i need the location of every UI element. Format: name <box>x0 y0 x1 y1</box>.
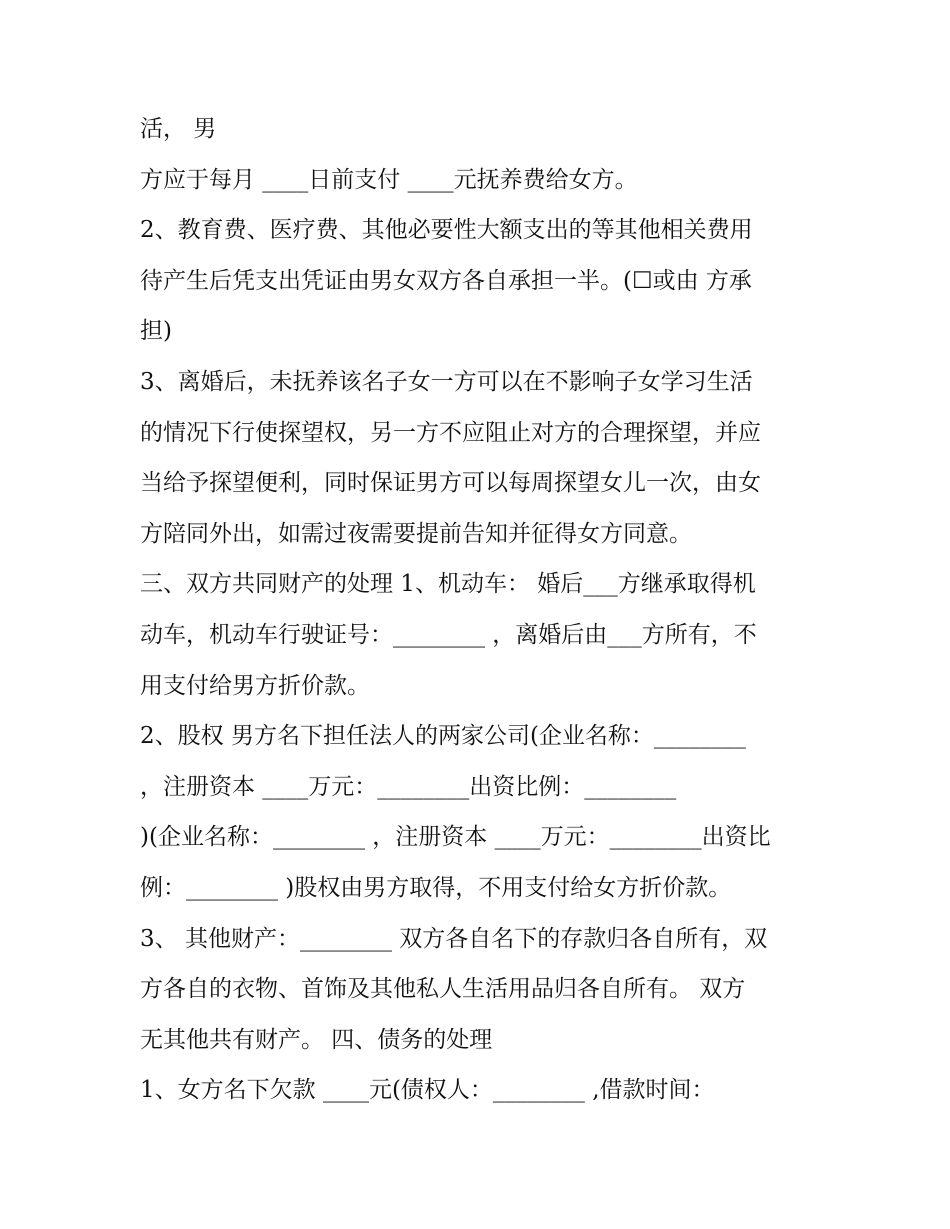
text-line-2: 方应于每月 ____日前支付 ____元抚养费给女方。 <box>140 166 638 193</box>
text-line-20: 1、女方名下欠款 ____元(债权人：________ ,借款时间： <box>140 1077 715 1104</box>
text-line-17: 3、 其他财产：________ 双方各自名下的存款归各自所有，双 <box>140 925 768 952</box>
text-line-12: 用支付给男方折价款。 <box>140 672 370 699</box>
text-line-11: 动车，机动车行驶证号：________ ，离婚后由___方所有，不 <box>140 621 757 648</box>
text-line-14: ，注册资本 ____万元：________出资比例：________ <box>140 773 677 800</box>
text-line-4: 待产生后凭支出凭证由男女双方各自承担一半。(☐或由 方承 <box>140 267 752 294</box>
text-line-13: 2、股权 男方名下担任法人的两家公司(企业名称：________ <box>140 723 746 750</box>
text-line-15: )(企业名称：________ ，注册资本 ____万元：________出资比 <box>140 824 771 851</box>
text-line-3: 2、教育费、医疗费、其他必要性大额支出的等其他相关费用 <box>140 217 753 244</box>
text-line-10: 三、双方共同财产的处理 1、机动车： 婚后___方继承取得机 <box>140 571 756 598</box>
text-line-5: 担) <box>140 318 172 345</box>
text-line-6: 3、离婚后，未抚养该名子女一方可以在不影响子女学习生活 <box>140 368 753 395</box>
text-line-1: 活， 男 <box>140 116 217 142</box>
text-line-8: 当给予探望便利，同时保证男方可以每周探望女儿一次，由女 <box>140 470 761 497</box>
document-body <box>140 104 830 1116</box>
text-line-16: 例：________ )股权由男方取得，不用支付给女方折价款。 <box>140 874 732 901</box>
text-line-9: 方陪同外出，如需过夜需要提前告知并征得女方同意。 <box>140 520 692 547</box>
text-line-19: 无其他共有财产。 四、债务的处理 <box>140 1026 493 1053</box>
text-line-18: 方各自的衣物、首饰及其他私人生活用品归各自所有。 双方 <box>140 976 746 1003</box>
text-line-7: 的情况下行使探望权，另一方不应阻止对方的合理探望，并应 <box>140 419 761 446</box>
